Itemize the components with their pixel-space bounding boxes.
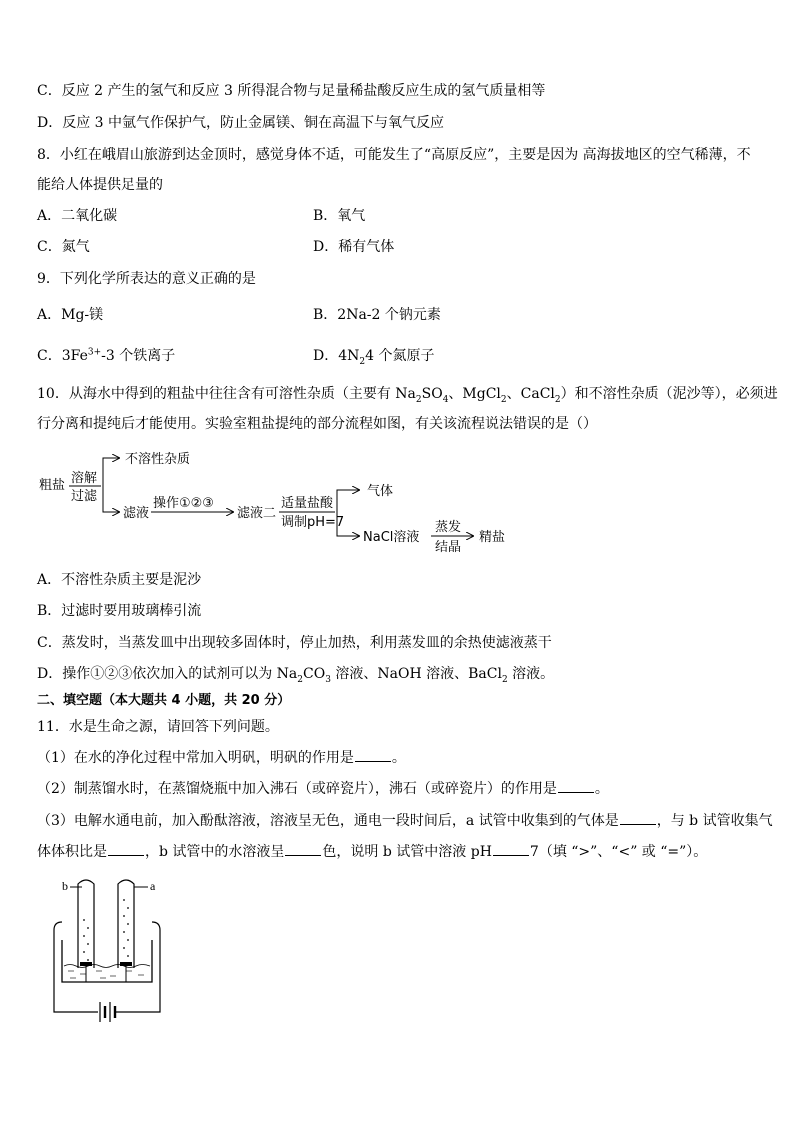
section-2-title: 二、填空题（本大题共 4 小题，共 20 分） — [37, 693, 291, 708]
flow-filter-label: 过滤 — [71, 489, 98, 504]
q11-part2: （2）制蒸馏水时，在蒸馏烧瓶中加入沸石（或碎瓷片），沸石（或碎瓷片）的作用是 。 — [37, 781, 609, 797]
bubbles-b — [83, 919, 89, 961]
beaker — [62, 940, 152, 982]
q9-option-c: C．$3Fe^{3+}-3$ 个铁离子 — [37, 347, 176, 364]
q11-stem: 11．水是生命之源，请回答下列问题。 — [37, 719, 279, 735]
flow-arrow-gas — [337, 490, 359, 512]
wire-left-top — [54, 922, 62, 930]
q10-option-d: D．操作①②③依次加入的试剂可以为 $Na_2CO_3$ 溶液、NaOH 溶液、BaCl$_2$ 溶液。 — [37, 666, 555, 685]
flow-crude-salt: 粗盐 — [39, 478, 66, 493]
flow-arrow-insoluble — [103, 458, 119, 486]
answer-blank[interactable] — [558, 780, 594, 793]
flow-dissolve-label: 溶解 — [71, 471, 98, 486]
label-b: b — [62, 879, 68, 893]
q10-option-a: A．不溶性杂质主要是泥沙 — [37, 572, 202, 588]
answer-blank[interactable] — [620, 812, 656, 825]
answer-blank[interactable] — [493, 843, 529, 856]
q8-stem-line1: 8．小红在峨眉山旅游到达金顶时，感觉身体不适，可能发生了“高原反应”，主要是因为 高海拔地区的空气稀薄，不 — [37, 147, 751, 163]
q10-stem-line2: 行分离和提纯后才能使用。实验室粗盐提纯的部分流程如图，有关该流程说法错误的是（） — [37, 416, 597, 432]
q11-part1: （1）在水的净化过程中常加入明矾，明矾的作用是 。 — [37, 750, 406, 766]
q8-option-b: B．氧气 — [313, 208, 366, 224]
flow-filtrate2: 滤液二 — [237, 506, 277, 521]
flow-evaporate-label: 蒸发 — [435, 520, 462, 535]
q9-option-d: D．$4N_24$ 个氮原子 — [313, 348, 435, 367]
flow-nacl: NaCl溶液 — [363, 530, 420, 545]
q10-option-b: B．过滤时要用玻璃棒引流 — [37, 603, 202, 619]
q9-stem: 9．下列化学所表达的意义正确的是 — [37, 271, 256, 287]
q8-option-c: C．氮气 — [37, 239, 90, 255]
bubbles-a — [123, 899, 129, 957]
flow-gas: 气体 — [367, 484, 394, 499]
electrode-b — [80, 962, 92, 966]
q10-option-c: C．蒸发时，当蒸发皿中出现较多固体时，停止加热，利用蒸发皿的余热使滤液蒸干 — [37, 635, 552, 651]
q8-option-a: A．二氧化碳 — [37, 208, 118, 224]
water-hatch — [68, 971, 144, 978]
q8-option-d: D．稀有气体 — [313, 239, 395, 255]
flow-hcl-label: 适量盐酸 — [281, 496, 334, 511]
electrolysis-apparatus — [40, 870, 180, 1035]
q9-option-a: A．Mg-镁 — [37, 307, 104, 323]
answer-blank[interactable] — [285, 843, 321, 856]
q10-stem-line1: 10．从海水中得到的粗盐中往往含有可溶性杂质（主要有 $Na_2SO_4$、MgCl$_2$、CaCl$_2$）和不溶性杂质（泥沙等），必须进 — [37, 386, 778, 405]
flow-crystallize-label: 结晶 — [435, 540, 462, 555]
answer-blank[interactable] — [108, 843, 144, 856]
q11-part3-line1: （3）电解水通电前，加入酚酞溶液，溶液呈无色，通电一段时间后，a 试管中收集到的气体是 ，与 b 试管收集气 — [37, 813, 773, 829]
q7-option-d: D．反应 3 中氩气作保护气，防止金属镁、铜在高温下与氧气反应 — [37, 115, 445, 131]
test-tube-b — [78, 880, 94, 968]
wire-right-top — [152, 922, 160, 930]
answer-blank[interactable] — [355, 749, 391, 762]
label-a: a — [150, 879, 156, 893]
flow-arrow-filtrate — [103, 486, 119, 512]
flow-refined-salt: 精盐 — [479, 530, 506, 545]
test-tube-a — [118, 880, 134, 968]
q9-option-b: B．2Na-2 个钠元素 — [313, 307, 441, 323]
q7-option-c: C．反应 2 产生的氢气和反应 3 所得混合物与足量稀盐酸反应生成的氢气质量相等 — [37, 83, 546, 99]
flow-ph-label: 调制pH=7 — [281, 515, 345, 530]
wire-right — [116, 930, 160, 1012]
q8-stem-line2: 能给人体提供足量的 — [37, 177, 163, 193]
water-surface — [64, 965, 150, 968]
wire-left — [54, 930, 98, 1012]
electrode-a — [120, 962, 132, 966]
flow-insoluble: 不溶性杂质 — [125, 452, 191, 467]
flow-filtrate1: 滤液 — [123, 506, 150, 521]
flow-operation-label: 操作①②③ — [153, 496, 214, 511]
salt-purification-flowchart — [37, 445, 537, 560]
q11-part3-line2: 体体积比是 ，b 试管中的水溶液呈 色，说明 b 试管中溶液 pH 7（填 “>”、“<” 或 “=”）。 — [37, 844, 708, 860]
